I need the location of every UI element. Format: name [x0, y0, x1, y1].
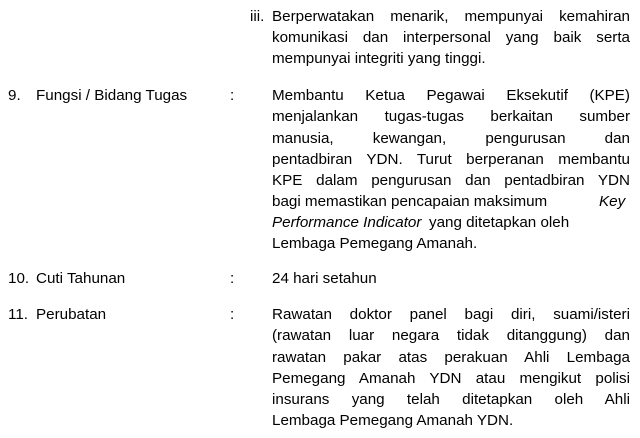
item-numeral: iii.	[250, 8, 265, 25]
row-number: 9.	[8, 87, 21, 104]
row-label: Cuti Tahunan	[36, 270, 126, 287]
row-value-line: KPE dalam pengurusan dan pentadbiran YDN	[272, 172, 630, 189]
row-value-line: menjalankan tugas-tugas berkaitan sumber	[272, 108, 630, 125]
row-number: 10.	[8, 270, 30, 287]
row-value-line: Membantu Ketua Pegawai Eksekutif (KPE)	[272, 87, 630, 104]
row-value-line: Pemegang Amanah YDN atau mengikut polisi	[272, 370, 630, 387]
row-value-line: rawatan pakar atas perakuan Ahli Lembaga	[272, 349, 630, 366]
row-value-line: Rawatan doktor panel bagi diri, suami/isteri	[272, 306, 630, 323]
row-value: 24 hari setahun	[272, 270, 377, 287]
item-line: mempunyai integriti yang tinggi.	[272, 50, 486, 67]
row-value-italic: Performance Indicator	[272, 214, 422, 231]
row-number: 11.	[8, 306, 28, 323]
row-value-italic: Key	[599, 193, 626, 210]
row-value-line: manusia, kewangan, pengurusan dan	[272, 130, 630, 147]
row-value-line: Lembaga Pemegang Amanah.	[272, 235, 478, 252]
row-value-line: insurans yang telah ditetapkan oleh Ahli	[272, 391, 630, 408]
item-line: Berperwatakan menarik, mempunyai kemahiran	[272, 8, 630, 25]
row-value-line: bagi memastikan pencapaian maksimum	[272, 193, 548, 210]
item-line: komunikasi dan interpersonal yang baik serta	[272, 29, 630, 46]
row-value-line: (rawatan luar negara tidak ditanggung) dan	[272, 327, 630, 344]
row-label: Perubatan	[36, 306, 107, 323]
row-colon: :	[230, 306, 235, 323]
row-label: Fungsi / Bidang Tugas	[36, 87, 188, 104]
row-colon: :	[230, 87, 235, 104]
row-value-line: Lembaga Pemegang Amanah YDN.	[272, 412, 514, 429]
row-value-line: pentadbiran YDN. Turut berperanan membantu	[272, 151, 630, 168]
row-colon: :	[230, 270, 235, 287]
row-value-line: yang ditetapkan oleh	[429, 214, 570, 231]
